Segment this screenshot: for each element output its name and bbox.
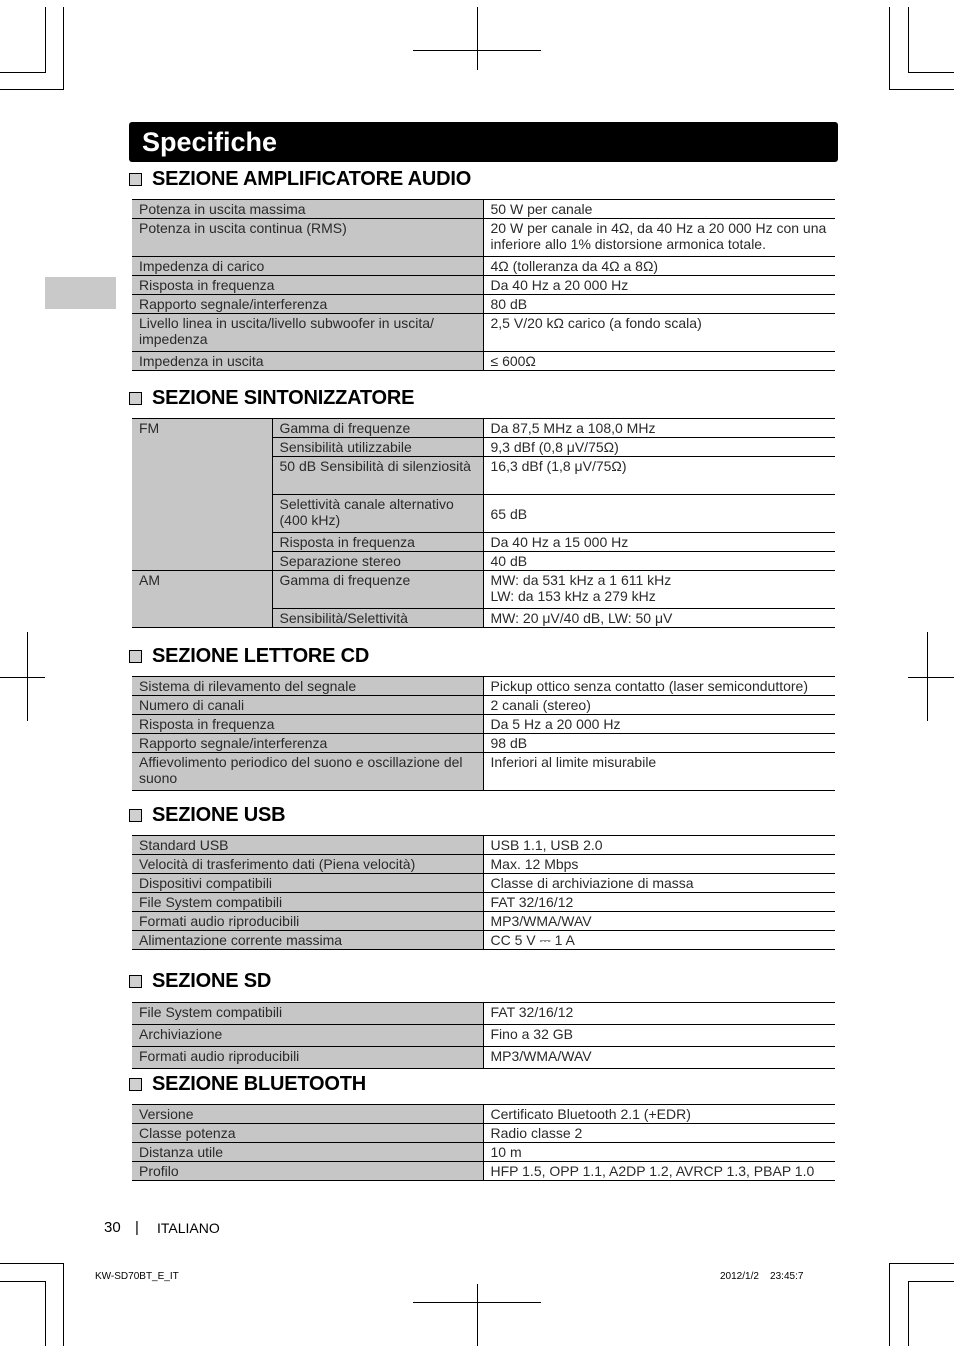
spec-value: Certificato Bluetooth 2.1 (+EDR)	[483, 1105, 835, 1124]
footer-language: ITALIANO	[157, 1220, 220, 1236]
table-row	[132, 1003, 835, 1025]
spec-key: Selettività canale alternativo (400 kHz)	[272, 495, 483, 533]
spec-key: Impedenza di carico	[132, 257, 483, 276]
table-row	[132, 753, 835, 791]
crop-mark	[45, 1281, 46, 1346]
table-row	[132, 419, 835, 438]
spec-value: 98 dB	[483, 734, 835, 753]
table-row	[132, 276, 835, 295]
section-heading-tuner	[129, 386, 414, 410]
table-row	[132, 893, 835, 912]
section-square-icon	[129, 809, 142, 822]
crop-mark	[889, 1263, 954, 1264]
table-row	[132, 912, 835, 931]
table-row	[132, 1124, 835, 1143]
footer-separator: |	[135, 1219, 139, 1236]
spec-value-line: LW: da 153 kHz a 279 kHz	[490, 588, 656, 604]
spec-key: Profilo	[132, 1162, 483, 1181]
spec-value: 65 dB	[483, 495, 835, 533]
section-heading-usb	[129, 803, 285, 827]
table-row	[132, 734, 835, 753]
section-title: SEZIONE SD	[152, 969, 272, 992]
spec-key: Classe potenza	[132, 1124, 483, 1143]
spec-key: Livello linea in uscita/livello subwoofer in uscita/ impedenza	[132, 314, 483, 352]
section-heading-amplifier	[129, 167, 471, 191]
spec-key: File System compatibili	[132, 893, 483, 912]
table-row	[132, 1143, 835, 1162]
spec-value: Da 40 Hz a 20 000 Hz	[483, 276, 835, 295]
crop-mark	[889, 1263, 890, 1346]
spec-value: Pickup ottico senza contatto (laser semiconduttore)	[483, 677, 835, 696]
section-title: SEZIONE AMPLIFICATORE AUDIO	[152, 167, 472, 190]
section-heading-bluetooth	[129, 1072, 366, 1096]
table-row	[132, 1047, 835, 1069]
spec-value: 20 W per canale in 4Ω, da 40 Hz a 20 000 Hz con una inferiore allo 1% distorsione armonica totale.	[483, 219, 835, 257]
crop-mark	[908, 72, 954, 73]
table-row	[132, 931, 835, 950]
table-row	[132, 352, 835, 371]
spec-key: Archiviazione	[132, 1025, 483, 1047]
spec-value: HFP 1.5, OPP 1.1, A2DP 1.2, AVRCP 1.3, PBAP 1.0	[483, 1162, 835, 1181]
amplifier-spec-table	[132, 199, 835, 371]
crop-mark	[0, 89, 63, 90]
spec-key: Risposta in frequenza	[272, 533, 483, 552]
crop-mark	[45, 7, 46, 72]
print-datetime: 2012/1/2 23:45:7	[720, 1271, 804, 1282]
crop-mark	[908, 1281, 954, 1282]
language-tab-marker	[45, 277, 116, 309]
table-row	[132, 1025, 835, 1047]
table-row	[132, 1105, 835, 1124]
spec-key: Gamma di frequenze	[272, 419, 483, 438]
spec-value: MP3/WMA/WAV	[483, 1047, 835, 1069]
table-row	[132, 715, 835, 734]
spec-value: 40 dB	[483, 552, 835, 571]
section-title: SEZIONE USB	[152, 803, 286, 826]
spec-value: MW: 20 μV/40 dB, LW: 50 μV	[483, 609, 835, 628]
band-label-fm: FM	[132, 419, 272, 571]
section-heading-cd	[129, 644, 369, 668]
bluetooth-spec-table	[132, 1104, 835, 1181]
spec-key: Impedenza in uscita	[132, 352, 483, 371]
spec-key: Rapporto segnale/interferenza	[132, 734, 483, 753]
table-row	[132, 219, 835, 257]
crop-mark	[0, 1263, 63, 1264]
section-square-icon	[129, 975, 142, 988]
spec-key: File System compatibili	[132, 1003, 483, 1025]
spec-value: Da 5 Hz a 20 000 Hz	[483, 715, 835, 734]
table-row	[132, 295, 835, 314]
spec-value: 10 m	[483, 1143, 835, 1162]
spec-key: Sistema di rilevamento del segnale	[132, 677, 483, 696]
spec-key: Rapporto segnale/interferenza	[132, 295, 483, 314]
table-row	[132, 696, 835, 715]
section-heading-sd	[129, 969, 271, 993]
crop-mark	[0, 1281, 46, 1282]
spec-key: Numero di canali	[132, 696, 483, 715]
spec-key: Formati audio riproducibili	[132, 1047, 483, 1069]
spec-value: 9,3 dBf (0,8 μV/75Ω)	[483, 438, 835, 457]
print-file-code: KW-SD70BT_E_IT	[95, 1271, 179, 1282]
spec-value: 2 canali (stereo)	[483, 696, 835, 715]
table-row	[132, 874, 835, 893]
spec-key: Sensibilità utilizzabile	[272, 438, 483, 457]
section-title: SEZIONE BLUETOOTH	[152, 1072, 367, 1095]
section-square-icon	[129, 1078, 142, 1091]
table-row	[132, 836, 835, 855]
crop-mark	[0, 72, 46, 73]
spec-value: Da 87,5 MHz a 108,0 MHz	[483, 419, 835, 438]
spec-value: Fino a 32 GB	[483, 1025, 835, 1047]
section-title: SEZIONE SINTONIZZATORE	[152, 386, 415, 409]
spec-value: Classe di archiviazione di massa	[483, 874, 835, 893]
spec-key: Potenza in uscita massima	[132, 200, 483, 219]
registration-mark	[908, 677, 954, 678]
spec-value: CC 5 V ⎓ 1 A	[483, 931, 835, 950]
spec-value: Max. 12 Mbps	[483, 855, 835, 874]
spec-value: 4Ω (tolleranza da 4Ω a 8Ω)	[483, 257, 835, 276]
spec-key: Dispositivi compatibili	[132, 874, 483, 893]
spec-value: MP3/WMA/WAV	[483, 912, 835, 931]
spec-value-line: MW: da 531 kHz a 1 611 kHz	[490, 572, 672, 588]
crop-mark	[908, 7, 909, 72]
spec-key: Potenza in uscita continua (RMS)	[132, 219, 483, 257]
section-title: SEZIONE LETTORE CD	[152, 644, 370, 667]
spec-key: Alimentazione corrente massima	[132, 931, 483, 950]
crop-mark	[889, 7, 890, 90]
spec-value: 16,3 dBf (1,8 μV/75Ω)	[483, 457, 835, 495]
section-square-icon	[129, 392, 142, 405]
spec-key: Distanza utile	[132, 1143, 483, 1162]
spec-value: Inferiori al limite misurabile	[483, 753, 835, 791]
spec-key: 50 dB Sensibilità di silenziosità	[272, 457, 483, 495]
page-title: Specifiche	[129, 122, 838, 162]
spec-value: FAT 32/16/12	[483, 893, 835, 912]
registration-mark	[413, 1302, 541, 1303]
spec-key: Velocità di trasferimento dati (Piena velocità)	[132, 855, 483, 874]
spec-value: 50 W per canale	[483, 200, 835, 219]
table-row	[132, 257, 835, 276]
registration-mark	[413, 50, 541, 51]
spec-key: Gamma di frequenze	[272, 571, 483, 609]
spec-value: Da 40 Hz a 15 000 Hz	[483, 533, 835, 552]
crop-mark	[63, 7, 64, 90]
table-row	[132, 314, 835, 352]
spec-value	[483, 571, 835, 609]
spec-value: FAT 32/16/12	[483, 1003, 835, 1025]
crop-mark	[908, 1281, 909, 1346]
spec-value: 80 dB	[483, 295, 835, 314]
page-number: 30	[104, 1219, 121, 1236]
table-row	[132, 677, 835, 696]
crop-mark	[63, 1263, 64, 1346]
table-row	[132, 1162, 835, 1181]
spec-value: Radio classe 2	[483, 1124, 835, 1143]
table-row	[132, 571, 835, 609]
cd-spec-table	[132, 676, 835, 791]
tuner-spec-table	[132, 418, 835, 628]
usb-spec-table	[132, 835, 835, 950]
spec-key: Risposta in frequenza	[132, 715, 483, 734]
spec-key: Versione	[132, 1105, 483, 1124]
spec-key: Formati audio riproducibili	[132, 912, 483, 931]
spec-key: Separazione stereo	[272, 552, 483, 571]
spec-value: USB 1.1, USB 2.0	[483, 836, 835, 855]
spec-key: Standard USB	[132, 836, 483, 855]
spec-key: Affievolimento periodico del suono e oscillazione del suono	[132, 753, 483, 791]
spec-key: Sensibilità/Selettività	[272, 609, 483, 628]
spec-value: ≤ 600Ω	[483, 352, 835, 371]
spec-key: Risposta in frequenza	[132, 276, 483, 295]
crop-mark	[889, 89, 954, 90]
spec-value: 2,5 V/20 kΩ carico (a fondo scala)	[483, 314, 835, 352]
registration-mark	[477, 1284, 478, 1346]
section-square-icon	[129, 173, 142, 186]
table-row	[132, 855, 835, 874]
registration-mark	[0, 677, 45, 678]
sd-spec-table	[132, 1002, 835, 1069]
section-square-icon	[129, 650, 142, 663]
band-label-am: AM	[132, 571, 272, 628]
registration-mark	[477, 7, 478, 70]
table-row	[132, 200, 835, 219]
